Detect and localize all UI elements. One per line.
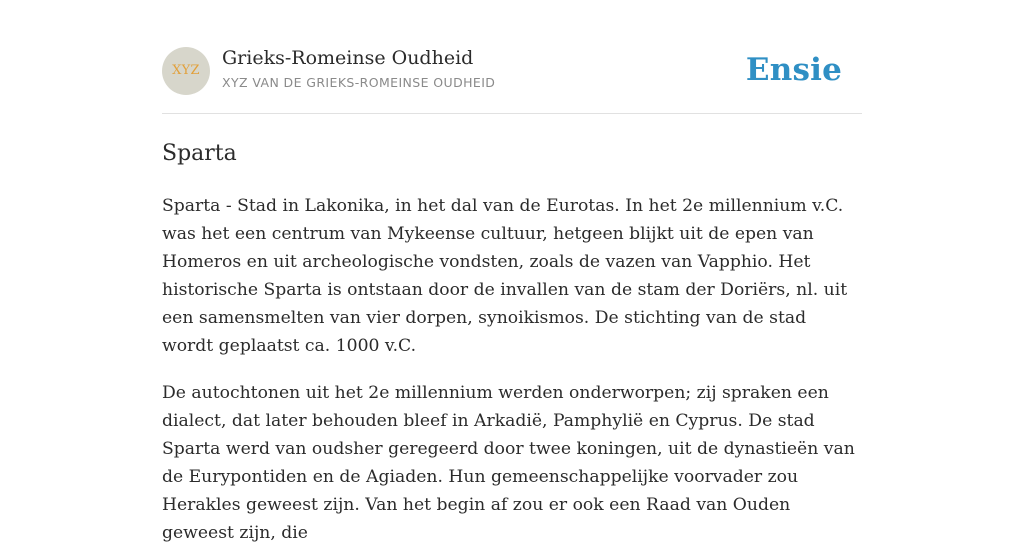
article-paragraph: De autochtonen uit het 2e millennium werden onderworpen; zij spraken een dialect, dat later behouden bleef in Arkadië, Pamphylië en Cyprus. De stad Sparta werd van oudsher geregeerd door twee koningen, uit de dynastieën van de Eurypontiden en de Agiaden. Hun gemeenschappelijke voorvader zou Herakles geweest zijn. Van het begin af zou er ook een Raad van Ouden geweest zijn, die: [162, 383, 855, 543]
source-header: [162, 47, 862, 114]
article-title: Sparta: [162, 141, 237, 166]
page: [162, 0, 862, 547]
source-title[interactable]: Grieks-Romeinse Oudheid: [222, 47, 474, 69]
ensie-logo-link[interactable]: Ensie: [745, 52, 842, 88]
source-avatar[interactable]: XYZ: [162, 47, 210, 95]
article-paragraph: Sparta - Stad in Lakonika, in het dal van de Eurotas. In het 2e millennium v.C. was het een centrum van Mykeense cultuur, hetgeen blijkt uit de epen van Homeros en uit archeologische vondsten, zoals de vazen van Vapphio. Het historische Sparta is ontstaan door de invallen van de stam der Doriërs, nl. uit een samensmelten van vier dorpen, synoikismos. De stichting van de stad wordt geplaatst ca. 1000 v.C.: [162, 196, 848, 356]
source-subtitle[interactable]: XYZ VAN DE GRIEKS-ROMEINSE OUDHEID: [222, 75, 496, 90]
